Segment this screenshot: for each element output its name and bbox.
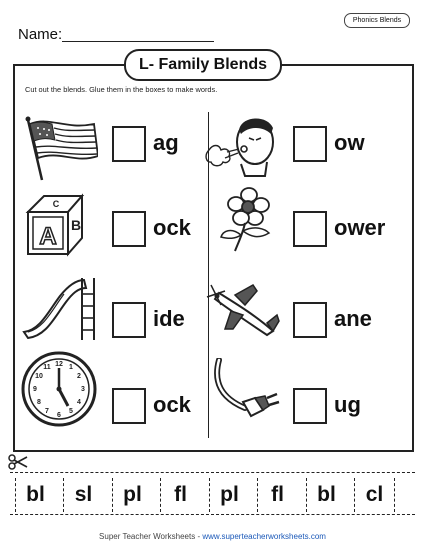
svg-text:10: 10 [35,373,43,380]
word-ending: ow [334,130,365,155]
svg-text:12: 12 [55,361,63,368]
blend-tile-label: pl [220,483,239,506]
blowing-face-icon [205,112,283,182]
scissors-icon [8,454,28,470]
blend-tile[interactable] [63,478,103,512]
word-ending: ower [334,215,386,240]
blend-glue-box[interactable] [293,302,327,338]
svg-text:B: B [70,217,82,233]
blend-tile-label: fl [271,483,284,506]
abc-block-icon [20,190,98,260]
blend-glue-box[interactable] [112,126,146,162]
word-ending: ug [334,392,361,417]
flower-icon [205,185,283,255]
svg-text:4: 4 [77,399,81,406]
blend-tile-label: bl [26,483,45,506]
svg-text:5: 5 [69,408,73,415]
word-ending: ide [153,306,185,331]
svg-text:1: 1 [69,364,73,371]
svg-text:2: 2 [77,373,81,380]
name-label: Name: [18,26,63,43]
word-ending: ane [334,306,372,331]
blend-glue-box[interactable] [293,211,327,247]
blend-tile-label: fl [174,483,187,506]
svg-text:8: 8 [37,399,41,406]
worksheet-title: L- Family Blends [124,49,282,81]
blend-glue-box[interactable] [112,388,146,424]
name-field-line[interactable] [62,41,214,42]
svg-text:C: C [52,199,60,209]
blend-tile-label: pl [123,483,142,506]
blend-tile-label: cl [365,483,384,506]
svg-text:7: 7 [45,408,49,415]
word-ending: ock [153,215,191,240]
cut-line-bottom[interactable] [10,514,415,515]
svg-text:3: 3 [81,386,85,393]
electric-plug-icon [205,358,283,428]
category-badge: Phonics Blends [344,13,410,28]
blend-tile[interactable] [306,478,346,512]
blend-glue-box[interactable] [293,388,327,424]
blend-glue-box[interactable] [112,302,146,338]
blend-tile[interactable] [257,478,297,512]
blend-glue-box[interactable] [112,211,146,247]
blend-tile-label: bl [317,483,336,506]
blend-tile[interactable] [112,478,152,512]
word-ending: ag [153,130,179,155]
cut-line-top[interactable] [10,472,415,473]
blend-tile[interactable] [15,478,55,512]
footer-credit [0,532,425,541]
blend-tile-label: sl [74,483,93,506]
svg-text:A: A [39,223,57,250]
svg-text:11: 11 [43,364,51,371]
blend-tile[interactable] [354,478,395,512]
word-ending: ock [153,392,191,417]
svg-text:9: 9 [33,386,37,393]
blend-tile[interactable] [209,478,249,512]
flag-icon [20,112,98,182]
wall-clock-icon [20,350,98,420]
footer-url[interactable]: www.superteacherworksheets.com [202,532,326,541]
airplane-icon [205,275,283,345]
svg-text:6: 6 [57,412,61,419]
slide-icon [20,272,98,342]
instructions-text: Cut out the blends. Glue them in the boxes to make words. [25,85,218,94]
blend-glue-box[interactable] [293,126,327,162]
footer-brand: Super Teacher Worksheets - [99,532,203,541]
blend-tile[interactable] [160,478,200,512]
